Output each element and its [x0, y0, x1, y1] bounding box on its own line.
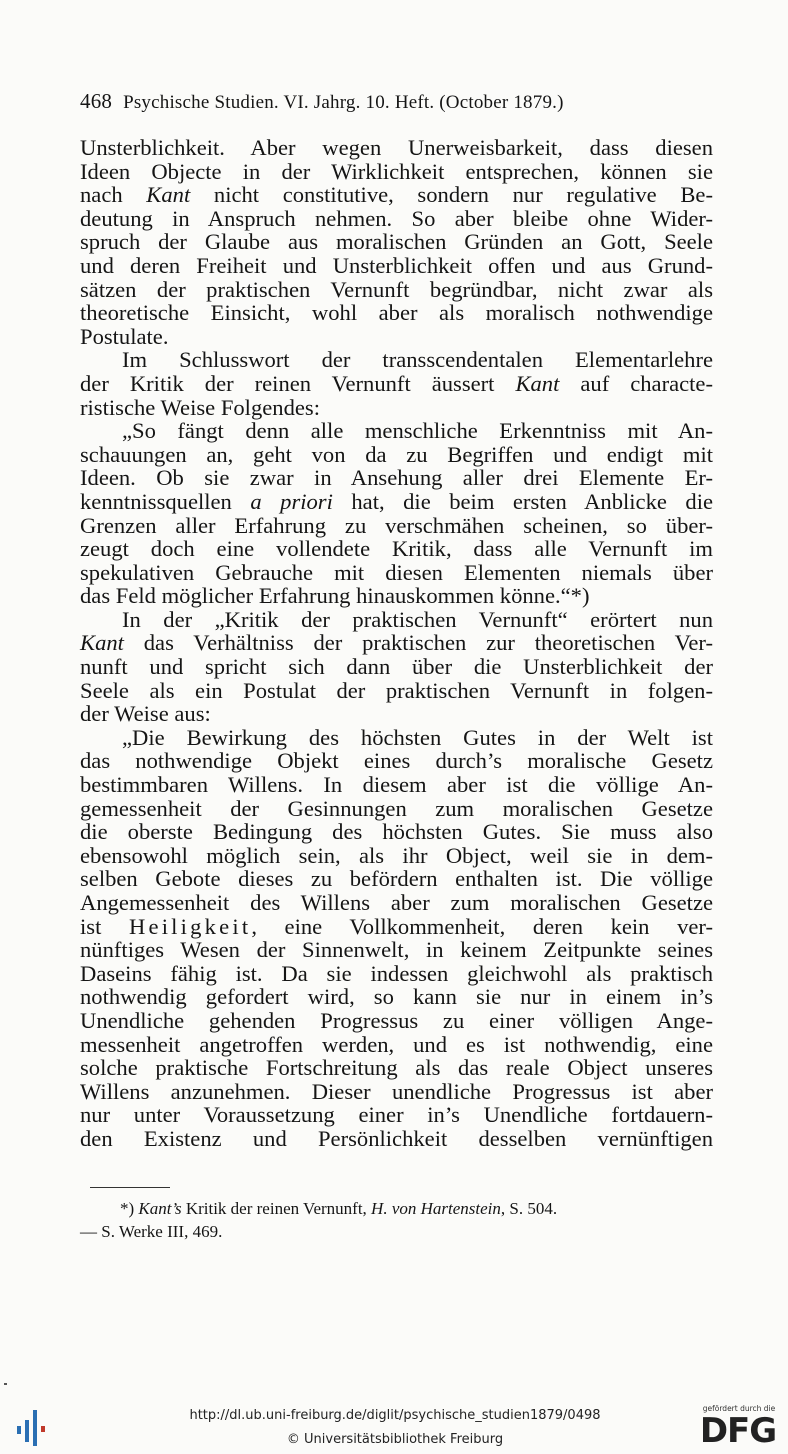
text-line	[80, 891, 713, 915]
text-line	[80, 537, 713, 561]
line-text: spekulativen Gebrauche mit diesen Elementen niemals über	[80, 559, 713, 585]
line-text: nicht constitutive, sondern nur regulative Be-	[190, 182, 713, 208]
text-line	[80, 985, 713, 1009]
source-url[interactable]: http://dl.ub.uni-freiburg.de/diglit/psychische_studien1879/0498	[189, 1408, 601, 1423]
dfg-logo: DFG	[699, 1411, 777, 1451]
text-line	[80, 844, 713, 868]
ub-freiburg-logo-icon	[14, 1406, 50, 1448]
text-line	[80, 419, 713, 443]
text-line	[80, 1127, 713, 1151]
text-line	[80, 396, 713, 420]
line-text: nothwendig gefordert wird, so kann sie nur in einem in’s	[80, 984, 713, 1010]
line-text: Grenzen aller Erfahrung zu verschmähen scheinen, so über-	[80, 512, 713, 538]
text-line	[80, 679, 713, 703]
text-line	[80, 561, 713, 585]
line-text: In der „Kritik der praktischen Vernunft“ erörtert nun	[122, 606, 713, 632]
emphasis-text: Kant	[146, 182, 191, 208]
line-text: ristische Weise Folgendes:	[80, 394, 320, 420]
text-line	[80, 1033, 713, 1057]
line-text: schauungen an, geht von da zu Begriffen und endigt mit	[80, 441, 713, 467]
text-line	[80, 207, 713, 231]
line-text: das nothwendige Objekt eines durch’s moralische Gesetz	[80, 748, 713, 774]
scan-speck	[4, 1383, 7, 1385]
line-text: zeugt doch eine vollendete Kritik, dass alle Vernunft im	[80, 536, 713, 562]
line-text: solche praktische Fortschreitung als das reale Object unseres	[80, 1055, 713, 1081]
footnote-author: Kant’s	[138, 1199, 182, 1218]
text-line	[80, 938, 713, 962]
text-line	[80, 325, 713, 349]
footnote-text-2: , S. 504.	[500, 1199, 558, 1218]
line-text: Willens anzunehmen. Dieser unendliche Progressus ist aber	[80, 1078, 713, 1104]
line-text: , eine Vollkommenheit, deren kein ver-	[251, 913, 713, 939]
text-line	[80, 584, 713, 608]
footnote-line-1	[80, 1197, 713, 1220]
footnote-text-1: Kritik der reinen Vernunft,	[181, 1199, 372, 1218]
line-text: der Weise aus:	[80, 701, 211, 727]
text-line	[80, 726, 713, 750]
text-line	[80, 773, 713, 797]
text-line	[80, 1103, 713, 1127]
text-line	[80, 820, 713, 844]
line-text: messenheit angetroffen werden, und es ist nothwendig, eine	[80, 1031, 713, 1057]
line-text: nur unter Voraussetzung einer in’s Unendliche fortdauern-	[80, 1102, 713, 1128]
line-text: auf characte-	[559, 370, 713, 396]
line-text: sätzen der praktischen Vernunft begründbar, nicht zwar als	[80, 276, 713, 302]
text-line	[80, 1080, 713, 1104]
text-line	[80, 301, 713, 325]
text-line	[80, 915, 713, 939]
line-text: „Die Bewirkung des höchsten Gutes in der Welt ist	[122, 724, 713, 750]
text-line	[80, 230, 713, 254]
line-text: das Verhältniss der praktischen zur theoretischen Ver-	[123, 630, 713, 656]
main-text-block	[80, 136, 713, 1151]
line-text: spruch der Glaube aus moralischen Gründen an Gott, Seele	[80, 229, 713, 255]
text-line	[80, 490, 713, 514]
text-line	[80, 797, 713, 821]
emphasis-text: Kant	[515, 370, 560, 396]
line-text: Daseins fähig ist. Da sie indessen gleichwohl als praktisch	[80, 960, 713, 986]
line-text: nunft und spricht sich dann über die Unsterblichkeit der	[80, 654, 713, 680]
text-line	[80, 631, 713, 655]
text-line	[80, 1009, 713, 1033]
text-line	[80, 1056, 713, 1080]
text-line	[80, 254, 713, 278]
line-text: ist	[80, 913, 129, 939]
emphasis-text: Kant	[80, 630, 124, 656]
copyright-notice: © Universitätsbibliothek Freiburg	[286, 1432, 504, 1447]
line-text: Ideen Objecte in der Wirklichkeit entsprechen, können sie	[80, 158, 713, 184]
footnote-line-2: — S. Werke III, 469.	[80, 1222, 223, 1241]
line-text: gemessenheit der Gesinnungen zum moralischen Gesetze	[80, 795, 713, 821]
line-text: Postulate.	[80, 323, 169, 349]
line-text: den Existenz und Persönlichkeit desselben vernünftigen	[80, 1125, 713, 1151]
line-text: das Feld möglicher Erfahrung hinauskommen könne.“*)	[80, 583, 590, 609]
line-text: „So fängt denn alle menschliche Erkenntniss mit An-	[122, 418, 713, 444]
line-text: nach	[80, 182, 147, 208]
text-line	[80, 278, 713, 302]
line-text: Angemessenheit des Willens aber zum moralischen Gesetze	[80, 890, 713, 915]
footnote-mark: *)	[120, 1199, 135, 1218]
line-text: die oberste Bedingung des höchsten Gutes. Sie muss also	[80, 819, 713, 845]
line-text: theoretische Einsicht, wohl aber als moralisch nothwendige	[80, 300, 713, 326]
funding-note: gefördert durch die	[702, 1404, 776, 1413]
line-text: selben Gebote dieses zu befördern enthalten ist. Die völlige	[80, 866, 713, 892]
footnote-editor: H. von Hartenstein	[371, 1199, 501, 1218]
text-line	[80, 348, 713, 372]
line-text: kenntnissquellen	[80, 488, 251, 514]
text-line	[80, 962, 713, 986]
line-text: Seele als ein Postulat der praktischen Vernunft in folgen-	[80, 677, 713, 703]
text-line	[80, 443, 713, 467]
emphasis-text: a priori	[250, 488, 333, 514]
page-number: 468	[80, 89, 113, 113]
text-line	[80, 514, 713, 538]
text-line	[80, 867, 713, 891]
line-text: nünftiges Wesen der Sinnenwelt, in keinem Zeitpunkte seines	[80, 937, 713, 963]
text-line	[80, 702, 713, 726]
line-text: und deren Freiheit und Unsterblichkeit offen und aus Grund-	[80, 252, 713, 278]
running-title: Psychische Studien. VI. Jahrg. 10. Heft. (October 1879.)	[123, 92, 564, 113]
text-line	[80, 183, 713, 207]
text-line	[80, 160, 713, 184]
line-text: Ideen. Ob sie zwar in Ansehung aller drei Elemente Er-	[80, 465, 713, 491]
line-text: Unendliche gehenden Progressus zu einer völligen Ange-	[80, 1007, 713, 1033]
footnote	[80, 1197, 713, 1243]
line-text: bestimmbaren Willens. In diesem aber ist die völlige An-	[80, 772, 713, 798]
line-text: Unsterblichkeit. Aber wegen Unerweisbarkeit, dass diesen	[80, 135, 713, 160]
line-text: hat, die beim ersten Anblicke die	[332, 488, 713, 514]
text-line	[80, 136, 713, 160]
spaced-emphasis-text: Heiligkeit	[128, 913, 252, 939]
text-line	[80, 608, 713, 632]
text-line	[80, 655, 713, 679]
footnote-rule	[90, 1187, 170, 1188]
text-line	[80, 466, 713, 490]
line-text: deutung in Anspruch nehmen. So aber bleibe ohne Wider-	[80, 205, 713, 231]
text-line	[80, 749, 713, 773]
line-text: der Kritik der reinen Vernunft äussert	[80, 370, 516, 396]
running-header	[80, 89, 716, 114]
line-text: Im Schlusswort der transscendentalen Elementarlehre	[122, 347, 713, 373]
text-line	[80, 372, 713, 396]
line-text: ebensowohl möglich sein, als ihr Object, weil sie in dem-	[80, 842, 713, 868]
